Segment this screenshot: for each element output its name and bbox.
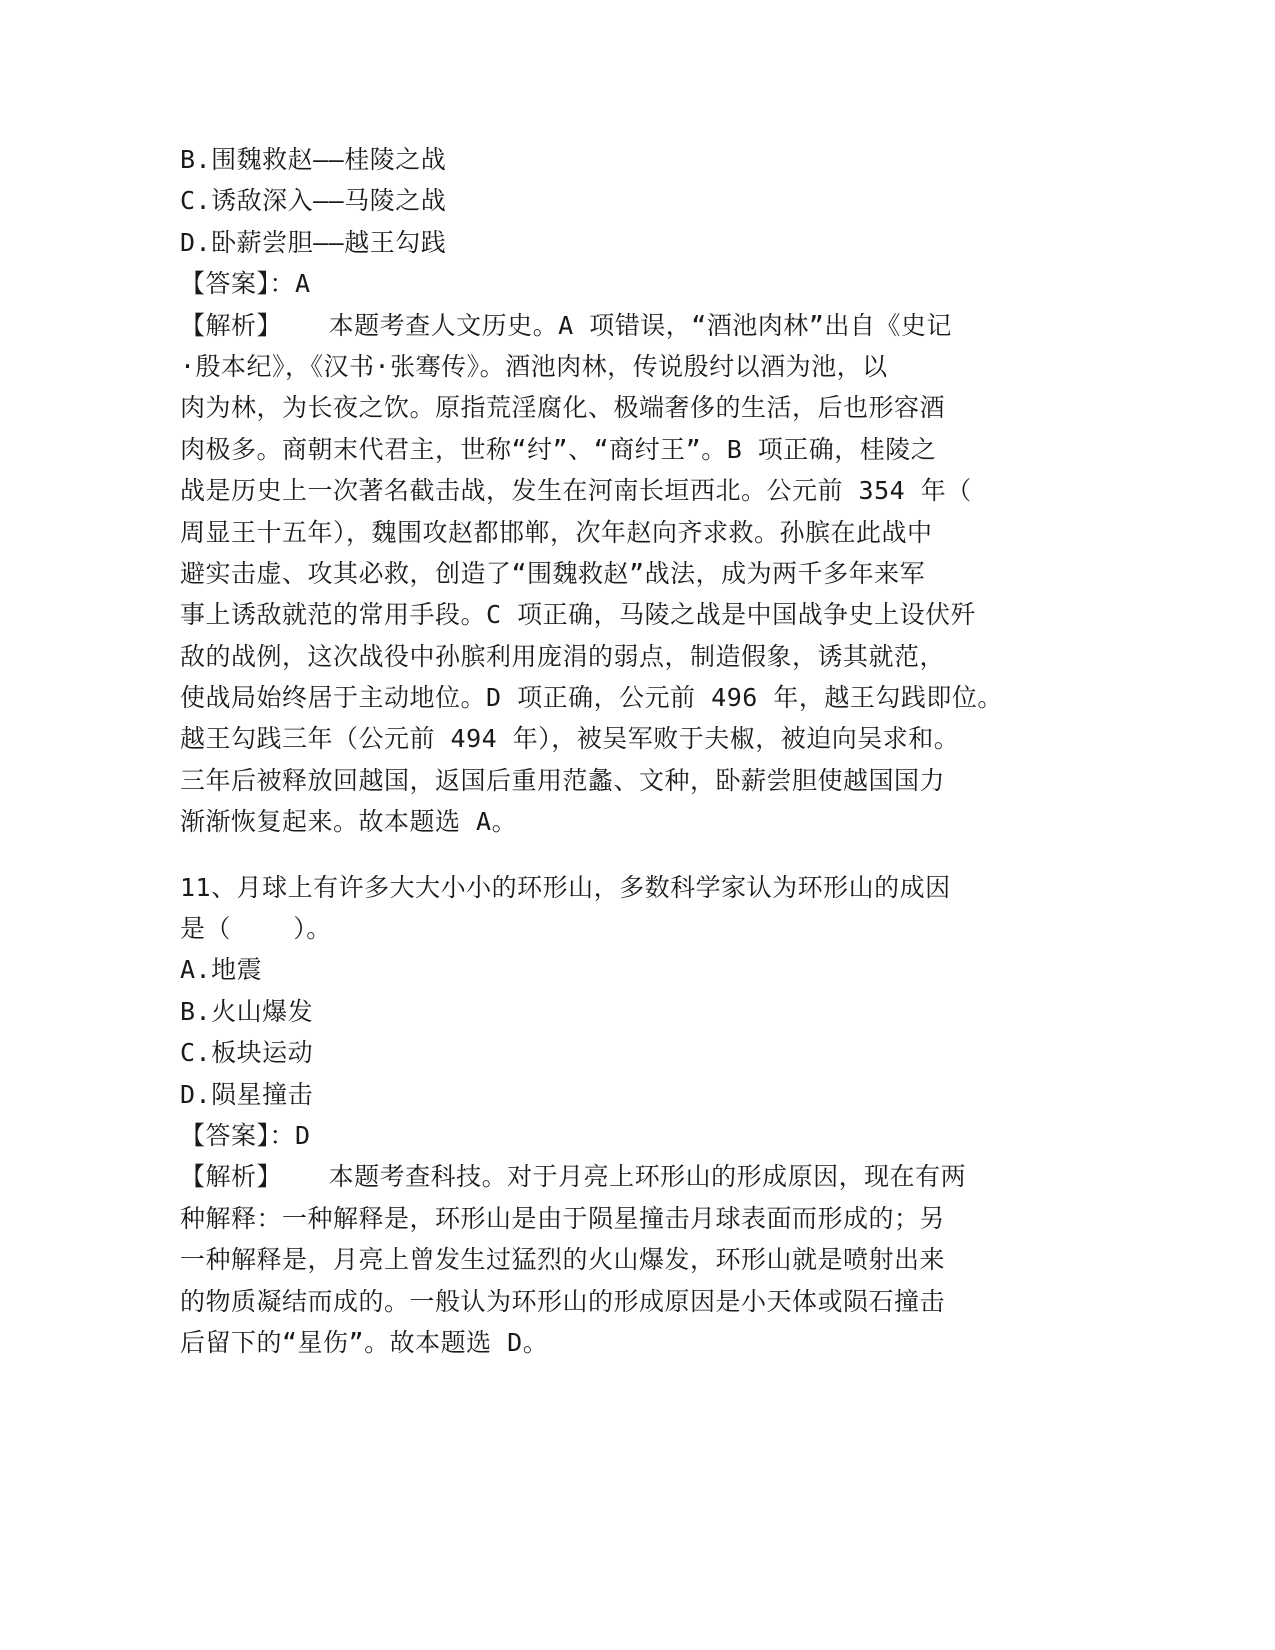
analysis-line: 渐渐恢复起来。故本题选 A。	[180, 807, 518, 837]
answer-line: 【答案】：D	[180, 1120, 311, 1150]
question-separator	[180, 847, 1060, 871]
analysis-line: 种解释：一种解释是，环形山是由于陨星撞击月球表面而形成的；另	[180, 1203, 946, 1233]
analysis-paragraph	[180, 1160, 1060, 1360]
answer-line: 【答案】：A	[180, 269, 311, 299]
question-10-block	[180, 143, 1060, 839]
analysis-line: 敌的战例，这次战役中孙膑利用庞涓的弱点，制造假象，诱其就范，	[180, 641, 946, 671]
analysis-line: 三年后被释放回越国，返国后重用范蠡、文种，卧薪尝胆使越国国力	[180, 765, 946, 795]
option-c: C.板块运动	[180, 1038, 314, 1068]
option-b: B.围魏救赵——桂陵之战	[180, 145, 447, 174]
analysis-line: 战是历史上一次著名截击战，发生在河南长垣西北。公元前 354 年（	[180, 476, 972, 506]
question-stem-line: 11、月球上有许多大大小小的环形山，多数科学家认为环形山的成因	[180, 872, 951, 902]
option-b: B.火山爆发	[180, 996, 314, 1026]
question-stem-line: 是（ ）。	[180, 914, 332, 944]
analysis-line: 事上诱敌就范的常用手段。C 项正确，马陵之战是中国战争史上设伏歼	[180, 600, 977, 630]
analysis-line: 避实击虚、攻其必救，创造了“围魏救赵”战法，成为两千多年来军	[180, 558, 926, 588]
option-a: A.地震	[180, 955, 263, 985]
analysis-line: 周显王十五年），魏围攻赵都邯郸，次年赵向齐求救。孙膑在此战中	[180, 517, 933, 547]
option-d: D.卧薪尝胆——越王勾践	[180, 227, 447, 257]
analysis-line: 越王勾践三年（公元前 494 年），被吴军败于夫椒，被迫向吴求和。	[180, 724, 960, 754]
question-11-block	[180, 871, 1060, 1360]
analysis-line: 肉为林，为长夜之饮。原指荒淫腐化、极端奢侈的生活，后也形容酒	[180, 393, 946, 423]
document-page	[180, 143, 1060, 1367]
analysis-line: 肉极多。商朝末代君主，世称“纣”、“商纣王”。B 项正确，桂陵之	[180, 434, 937, 464]
analysis-line: ·殷本纪》，《汉书·张骞传》。酒池肉林，传说殷纣以酒为池，以	[180, 351, 888, 381]
analysis-line: 后留下的“星伤”。故本题选 D。	[180, 1327, 549, 1357]
analysis-paragraph	[180, 309, 1060, 840]
analysis-line: 一种解释是，月亮上曾发生过猛烈的火山爆发，环形山就是喷射出来	[180, 1245, 946, 1275]
analysis-line: 的物质凝结而成的。一般认为环形山的形成原因是小天体或陨石撞击	[180, 1286, 946, 1316]
analysis-line: 【解析】 本题考查人文历史。A 项错误，“酒池肉林”出自《史记	[180, 310, 952, 340]
analysis-line: 使战局始终居于主动地位。D 项正确，公元前 496 年，越王勾践即位。	[180, 683, 1003, 713]
option-d: D.陨星撞击	[180, 1079, 314, 1109]
option-c: C.诱敌深入——马陵之战	[180, 186, 447, 216]
analysis-line: 【解析】 本题考查科技。对于月亮上环形山的形成原因，现在有两	[180, 1162, 967, 1192]
